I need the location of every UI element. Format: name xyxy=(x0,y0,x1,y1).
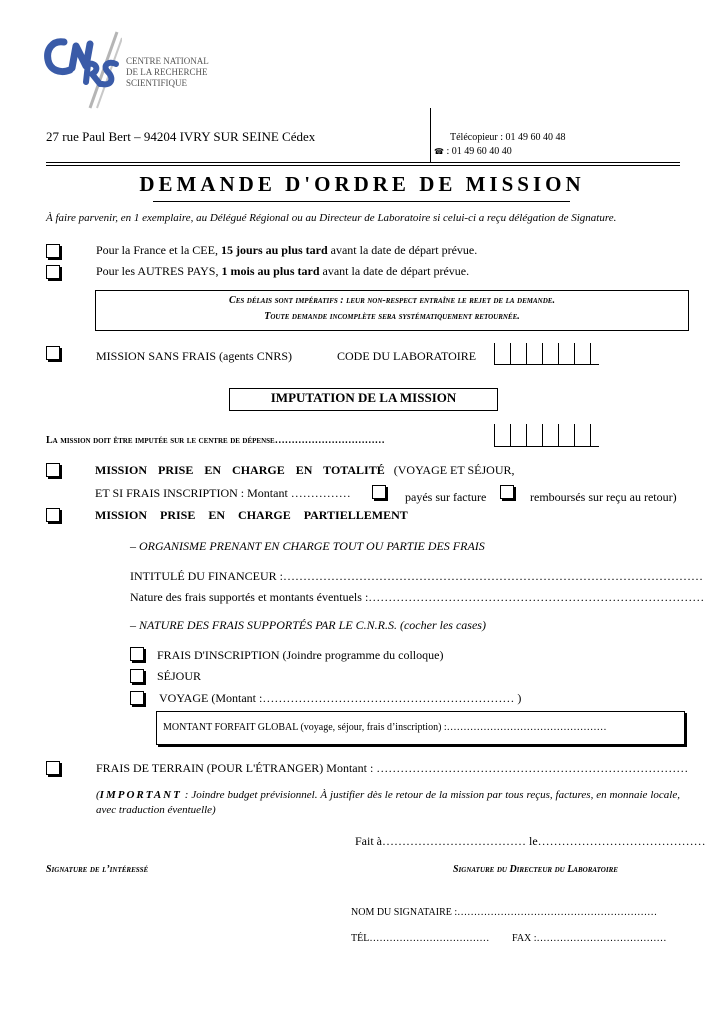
warning-line-1: Ces délais sont impératifs : leur non-respect entraîne le rejet de la demande. xyxy=(229,295,555,306)
frais-terrain: FRAIS DE TERRAIN (POUR L'ÉTRANGER) Montant : …………………………………………………………………… xyxy=(96,761,689,775)
logo-caption xyxy=(126,56,209,89)
intro-text: À faire parvenir, en 1 exemplaire, au Délégué Régional ou au Directeur de Laboratoire si celui-ci a reçu délégation de Signature. xyxy=(46,212,617,224)
nom-signataire: NOM DU SIGNATAIRE :…………………………………………………… xyxy=(351,907,658,918)
checkbox-frais-inscription-colloque[interactable] xyxy=(130,647,144,661)
voyage-label: VOYAGE (Montant :……………………………………………………… ) xyxy=(159,691,522,705)
important-bold: IMPORTANT xyxy=(99,789,182,801)
forfait-label: MONTANT FORFAIT GLOBAL (voyage, séjour, frais d’inscription) :………………………………………… xyxy=(163,722,607,733)
delay-other-post: avant la date de départ prévue. xyxy=(319,264,470,278)
prise-totale-bold: MISSION PRISE EN CHARGE EN TOTALITÉ xyxy=(95,463,385,477)
code-labo-label: CODE DU LABORATOIRE xyxy=(337,349,477,363)
checkbox-sejour[interactable] xyxy=(130,669,144,683)
fait-a-line: Fait à……………………………… le…………………………………… xyxy=(355,834,706,848)
mission-sans-frais-label: MISSION SANS FRAIS (agents CNRS) xyxy=(96,349,293,363)
centre-depense-baseline xyxy=(494,446,599,447)
cnrs-logo xyxy=(42,30,122,110)
imputation-line: La mission doit être imputée sur le centre de dépense…………………………… xyxy=(46,435,385,446)
address: 27 rue Paul Bert – 94204 IVRY SUR SEINE Cédex xyxy=(46,129,316,144)
phone-line: : 01 49 60 40 40 xyxy=(446,146,512,157)
checkbox-frais-terrain[interactable] xyxy=(46,761,60,775)
frais-inscription-line: ET SI FRAIS INSCRIPTION : Montant …………… xyxy=(95,486,351,500)
prise-totale xyxy=(95,463,515,478)
fax-line: Télécopieur : 01 49 60 40 48 xyxy=(450,132,566,143)
centre-depense-input[interactable] xyxy=(494,424,606,446)
signature-interesse: Signature de l’intéressé xyxy=(46,864,149,875)
payes-facture-label: payés sur facture xyxy=(405,490,487,504)
logo-line-3: SCIENTIFIQUE xyxy=(126,78,187,88)
logo-line-1: CENTRE NATIONAL xyxy=(126,56,209,66)
signature-directeur: Signature du Directeur du Laboratoire xyxy=(453,864,618,875)
delay-france-post: avant la date de départ prévue. xyxy=(327,243,478,257)
logo-line-2: DE LA RECHERCHE xyxy=(126,67,208,77)
rembourses-label: remboursés sur reçu au retour) xyxy=(530,490,677,504)
header-rule-bottom xyxy=(46,165,680,166)
checkbox-voyage[interactable] xyxy=(130,691,144,705)
delay-other-pre: Pour les AUTRES PAYS, xyxy=(96,264,222,278)
intitule-financeur: INTITULÉ DU FINANCEUR :…………………………………………………………………………………………… xyxy=(130,569,703,583)
delay-france xyxy=(96,243,477,258)
code-labo-input[interactable] xyxy=(494,343,606,365)
checkbox-prise-partielle[interactable] xyxy=(46,508,60,522)
checkbox-autres-pays[interactable] xyxy=(46,265,60,279)
page-title: DEMANDE D'ORDRE DE MISSION xyxy=(139,172,585,196)
nature-cnrs-heading: – NATURE DES FRAIS SUPPORTÉS PAR LE C.N.R.S. (cocher les cases) xyxy=(130,618,486,632)
nature-montants: Nature des frais supportés et montants éventuels :………………………………………………………………………… xyxy=(130,590,705,604)
delay-other-bold: 1 mois au plus tard xyxy=(221,264,320,278)
delay-france-pre: Pour la France et la CEE, xyxy=(96,243,221,257)
sejour-label: SÉJOUR xyxy=(157,669,202,683)
important-note: (IMPORTANT : Joindre budget prévisionnel. À justifier dès le retour de la mission par tous reçus, factures, en monnaie locale, avec traduction éventuelle) xyxy=(96,789,680,816)
header-vertical-divider xyxy=(430,108,431,162)
phone-line-wrap xyxy=(434,146,512,157)
prise-totale-rest: (VOYAGE ET SÉJOUR, xyxy=(393,463,515,477)
delay-other xyxy=(96,264,469,279)
warning-line-2: Toute demande incomplète sera systématiquement retournée. xyxy=(264,311,520,322)
checkbox-mission-sans-frais[interactable] xyxy=(46,346,60,360)
checkbox-payes-facture[interactable] xyxy=(372,485,386,499)
tel-field: TÉL……………………………… xyxy=(351,933,490,944)
checkbox-prise-totale[interactable] xyxy=(46,463,60,477)
frais-inscription-colloque: FRAIS D'INSCRIPTION (Joindre programme du colloque) xyxy=(157,648,444,662)
checkbox-rembourses[interactable] xyxy=(500,485,514,499)
phone-icon: ☎ xyxy=(434,147,444,156)
delay-france-bold: 15 jours au plus tard xyxy=(220,243,328,257)
cnrs-logo-icon xyxy=(42,30,122,110)
checkbox-france[interactable] xyxy=(46,244,60,258)
header-rule-top xyxy=(46,162,680,163)
fax-field: FAX :………………………………… xyxy=(512,933,667,944)
code-labo-baseline xyxy=(494,364,599,365)
prise-partielle: MISSION PRISE EN CHARGE PARTIELLEMENT xyxy=(95,508,408,522)
organisme-heading: – ORGANISME PRENANT EN CHARGE TOUT OU PARTIE DES FRAIS xyxy=(130,539,485,553)
important-rest: : Joindre budget prévisionnel. À justifier dès le retour de la mission par tous reçus, factures, en monnaie locale, avec traduction éventuelle) xyxy=(96,789,680,816)
imputation-title: IMPUTATION DE LA MISSION xyxy=(270,390,457,405)
title-underline xyxy=(153,201,570,202)
